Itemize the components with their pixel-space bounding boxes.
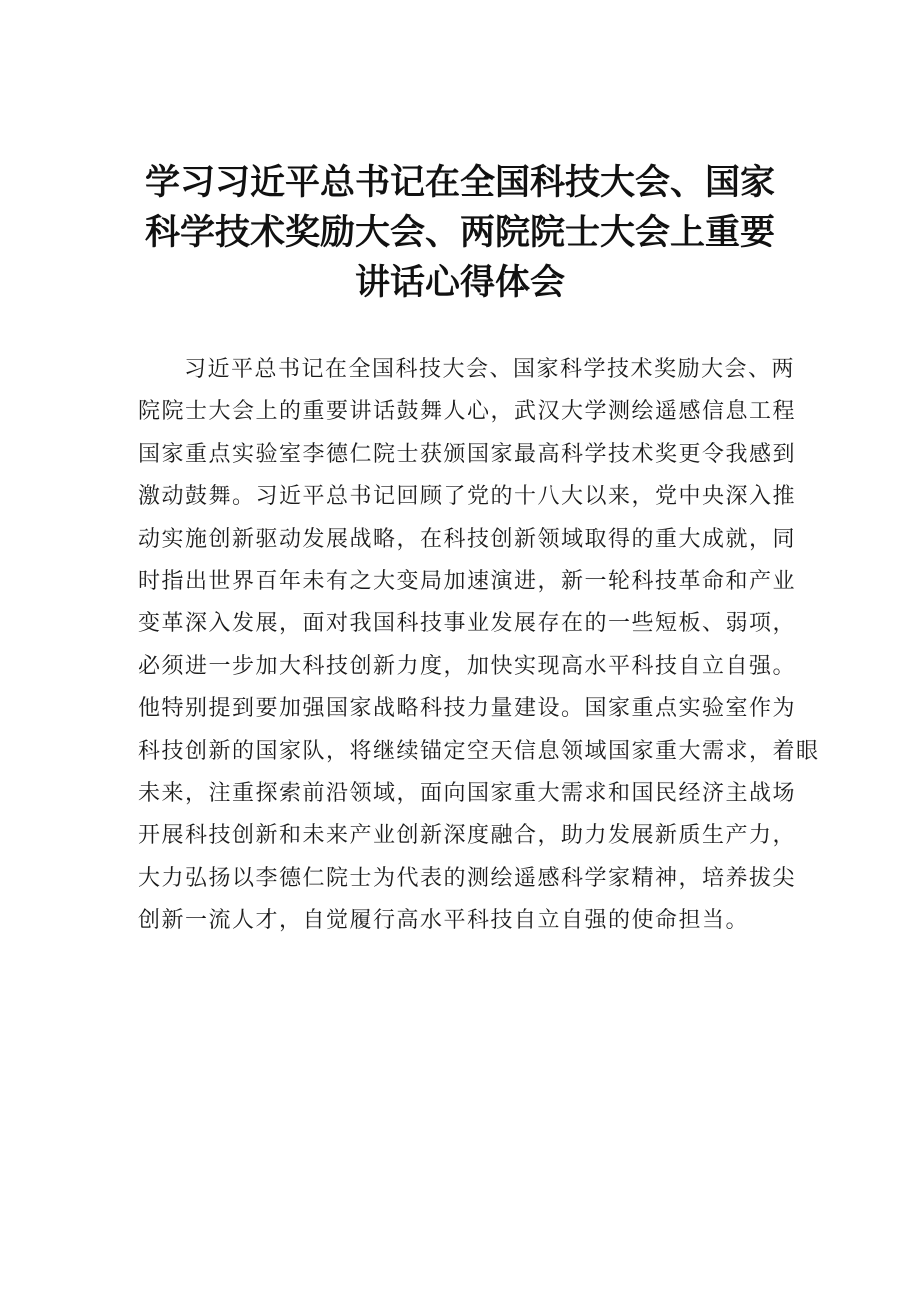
body-line-1: 习近平总书记在全国科技大会、国家科学技术奖励大会、两 — [184, 357, 796, 382]
body-line-13: 大力弘扬以李德仁院士为代表的测绘遥感科学家精神，培养拔尖 — [138, 865, 797, 891]
title-line-3: 讲话心得体会 — [354, 263, 565, 303]
body-line-4: 激动鼓舞。习近平总书记回顾了党的十八大以来，党中央深入推 — [138, 484, 797, 510]
body-paragraph — [138, 349, 820, 943]
body-line-2: 院院士大会上的重要讲话鼓舞人心，武汉大学测绘遥感信息工程 — [138, 399, 797, 425]
title-line-2: 科学技术奖励大会、两院院士大会上重要 — [144, 213, 775, 253]
body-line-9: 他特别提到要加强国家战略科技力量建设。国家重点实验室作为 — [138, 696, 797, 722]
body-line-11: 未来，注重探索前沿领域，面向国家重大需求和国民经济主战场 — [138, 781, 797, 807]
body-line-10: 科技创新的国家队，将继续锚定空天信息领域国家重大需求，着眼 — [138, 738, 820, 764]
document-title — [100, 158, 820, 308]
title-line-1: 学习习近平总书记在全国科技大会、国家 — [144, 163, 775, 203]
body-line-5: 动实施创新驱动发展战略，在科技创新领域取得的重大成就，同 — [138, 526, 797, 552]
body-line-12: 开展科技创新和未来产业创新深度融合，助力发展新质生产力， — [138, 823, 797, 849]
body-line-14: 创新一流人才，自觉履行高水平科技自立自强的使命担当。 — [138, 908, 750, 934]
body-line-7: 变革深入发展，面对我国科技事业发展存在的一些短板、弱项， — [138, 611, 797, 637]
body-line-8: 必须进一步加大科技创新力度，加快实现高水平科技自立自强。 — [138, 653, 797, 679]
body-line-6: 时指出世界百年未有之大变局加速演进，新一轮科技革命和产业 — [138, 569, 797, 595]
body-line-3: 国家重点实验室李德仁院士获颁国家最高科学技术奖更令我感到 — [138, 441, 797, 467]
